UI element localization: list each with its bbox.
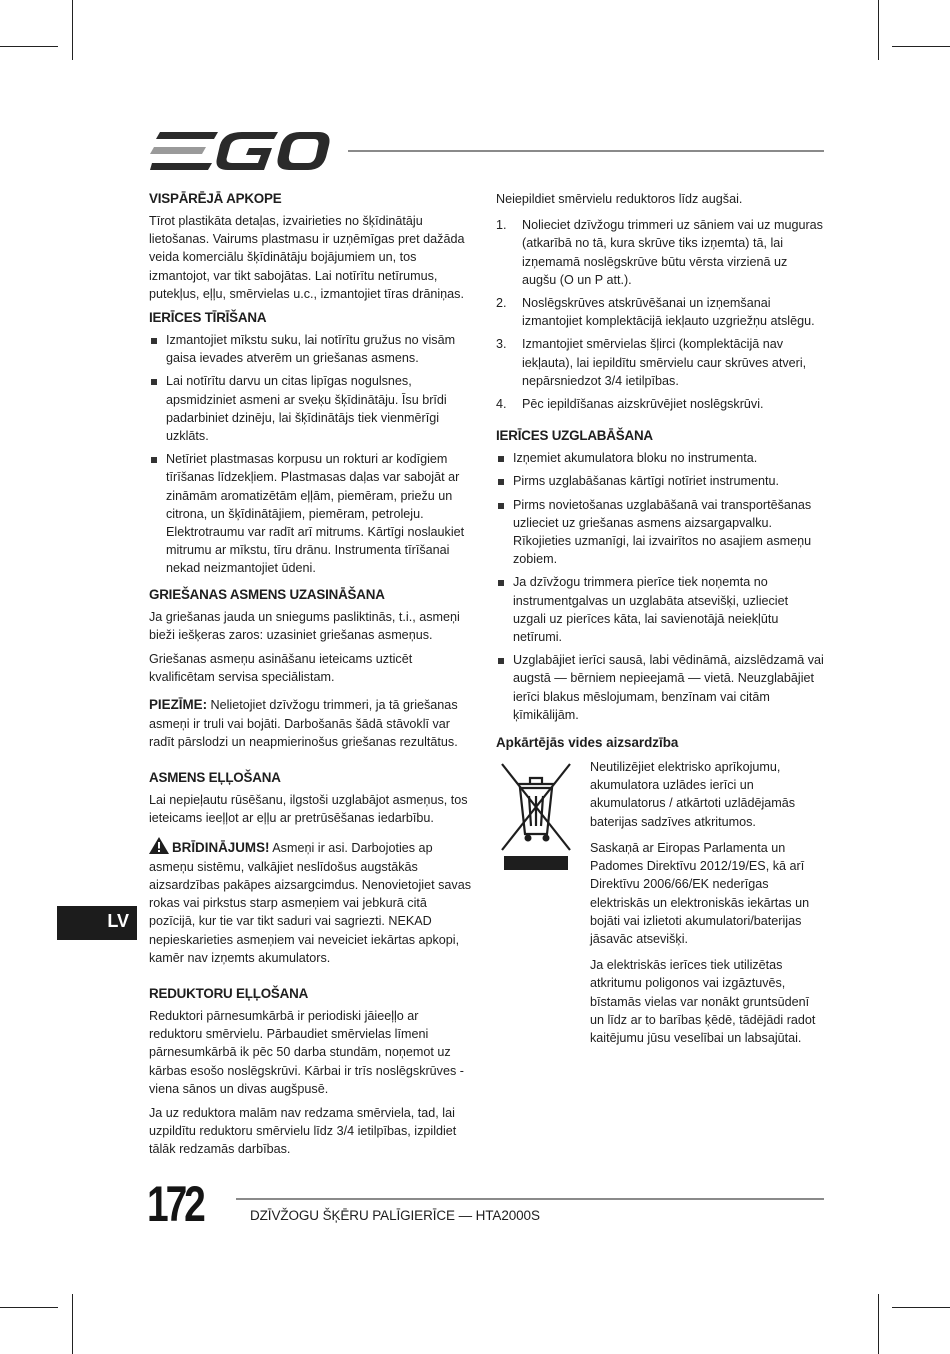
crop-mark <box>72 1294 73 1354</box>
warning-paragraph <box>149 837 475 966</box>
crossed-bin-icon <box>498 758 574 870</box>
environment-text-1: Neutilizējiet elektrisko aprīkojumu, akumulatora uzlādes ierīci un akumulatorus / atkārtoti uzlādējamās baterijas sadzīves atkritumos. <box>590 760 796 829</box>
step-text: Pēc iepildīšanas aizskrūvējiet noslēgskrūvi. <box>522 397 764 412</box>
footer-rule <box>236 1198 824 1200</box>
step-text: Nolieciet dzīvžogu trimmeri uz sāniem vai uz muguras (atkarībā no tā, kura skrūve tiks izņemta) tā, lai izņemamā noslēgskrūve būtu vērsta virzienā uz augšu (O un P att.). <box>522 218 823 287</box>
environment-block <box>496 758 824 1055</box>
crop-mark <box>72 0 73 60</box>
list-item: Lai notīrītu darvu un citas lipīgas nogulsnes, apsmidziniet asmeni ar sveķu šķīdinātāju. Īsu brīdi padarbiniet dzinēju, lai šķīdinātājs tiek vienmērīgi uzklāts. <box>149 372 475 445</box>
language-tab-label: LV <box>107 911 129 931</box>
header-rule <box>348 150 824 152</box>
lubrication-intro: Neiepildiet smērvielu reduktoros līdz augšai. <box>496 192 743 206</box>
section-heading-device-cleaning: IERĪCES TĪRĪŠANA <box>149 310 267 326</box>
crop-mark <box>0 1307 58 1308</box>
gear-lubrication-text-2: Ja uz reduktora malām nav redzama smērviela, tad, lai uzpildītu reduktoru smērvielu līdz 3/4 ietilpības, izpildiet tālāk redzamās darbības. <box>149 1105 457 1157</box>
step-item <box>496 395 824 413</box>
warning-label: BRĪDINĀJUMS! <box>172 840 270 856</box>
section-heading-blade-sharpening: GRIEŠANAS ASMENS UZASINĀŠANA <box>149 586 385 602</box>
blade-oiling-text: Lai nepieļautu rūsēšanu, ilgstoši uzglabājot asmeņus, tos ieteicams ieeļļot ar eļļu ar pretrūsēšanas iedarbību. <box>149 793 468 826</box>
list-item: Pirms uzglabāšanas kārtīgi notīriet instrumentu. <box>496 472 824 490</box>
language-tab <box>57 906 137 940</box>
step-number: 3. <box>496 337 507 352</box>
list-item: Uzglabājiet ierīci sausā, labi vēdināmā, aizslēdzamā vai augstā — bērniem nepieejamā — vietā. Neuzglabājiet ierīci blakus mēslojumam, benzīnam vai citām ķīmikālijām. <box>496 651 824 724</box>
step-text: Izmantojiet smērvielas šļirci (komplektācijā nav iekļauta), lai iepildītu smērvielu caur skrūves atveri, nepārsniedzot 3/4 ietilpības. <box>522 337 807 388</box>
section-heading-gear-lubrication: REDUKTORU EĻĻOŠANA <box>149 985 309 1001</box>
page-number: 172 <box>147 1176 203 1232</box>
right-column <box>496 190 824 1055</box>
step-item <box>496 216 824 289</box>
crop-mark <box>878 1294 879 1354</box>
list-item: Izmantojiet mīkstu suku, lai notīrītu gružus no visām gaisa ievades atverēm un griešanas asmens. <box>149 331 475 367</box>
crop-mark <box>892 1307 950 1308</box>
list-item: Pirms novietošanas uzglabāšanā vai transportēšanas uzlieciet uz griešanas asmens aizsargapvalku. Rīkojieties uzmanīgi, lai izvairītos no asajiem asmeņu zobiem. <box>496 496 824 569</box>
ego-logo <box>150 130 330 172</box>
step-number: 4. <box>496 397 507 412</box>
list-item: Netīriet plastmasas korpusu un rokturi ar kodīgiem tīrīšanas līdzekļiem. Plastmasas daļas var sabojāt ar zināmām aromatizētām eļļām, piemēram, priežu un citrona, un šķīdinātājiem, piemēram, petroleju. Elektrotraumu var radīt arī mitrums. Kārtīgi noslaukiet mitrumu ar mīkstu, tīru drānu. Instrumenta tīrīšanai nekad neizmantojiet ūdeni. <box>149 450 475 577</box>
section-heading-storage: IERĪCES UZGLABĀŠANA <box>496 428 653 444</box>
step-number: 2. <box>496 296 507 311</box>
warning-text: Asmeņi ir asi. Darbojoties ap asmeņu sistēmu, valkājiet neslīdošus augstākās aizsardzības pakāpes aizsargcimdus. Nenovietojiet savas rokas vai pirkstus starp asmeņiem vai jebkurā citā pozīcijā, kur tie var tikt saduri vai sagriezti. NEKAD nepieskarieties asmeņiem vai neveiciet iekārtas apkopi, kamēr nav izņemts akumulators. <box>149 841 472 965</box>
environment-text <box>590 758 824 1055</box>
section-heading-general-maintenance: VISPĀRĒJĀ APKOPE <box>149 191 282 206</box>
section-heading-environment: Apkārtējās vides aizsardzība <box>496 735 679 751</box>
cleaning-list <box>149 331 475 578</box>
step-number: 1. <box>496 218 507 233</box>
crop-mark <box>892 46 950 47</box>
lubrication-steps <box>496 216 824 413</box>
sharpening-text-2: Griešanas asmeņu asināšanu ieteicams uzticēt kvalificētam servisa speciālistam. <box>149 652 413 685</box>
note-paragraph <box>149 696 475 751</box>
step-item <box>496 335 824 390</box>
weee-symbol <box>498 758 582 875</box>
general-maintenance-text: Tīrot plastikāta detaļas, izvairieties no šķīdinātāju lietošanas. Vairums plastmasu ir uzņēmīgas pret dažāda veida komerciālu šķīdinātāju bojājumiem un, tos izmantojot, var tikt sabojātas. Lai notīrītu netīrumus, putekļus, eļļu, smērvielas u.c., izmantojiet tīras drāniņas. <box>149 214 465 301</box>
list-item: Ja dzīvžogu trimmera pierīce tiek noņemta no instrumentgalvas un uzglabāta atsevišķi, uzlieciet uzgali uz pierīces kāta, lai savienotājā neiekļūtu netīrumi. <box>496 573 824 646</box>
storage-list <box>496 449 824 724</box>
environment-text-3: Ja elektriskās ierīces tiek utilizētas atkritumu poligonos vai izgāztuvēs, bīstamās vielas var nonākt gruntsūdenī un līdz ar to barības ķēdē, tādējādi radot kaitējumu jūsu veselībai un labsajūtai. <box>590 958 816 1045</box>
step-item <box>496 294 824 330</box>
crop-mark <box>0 46 58 47</box>
footer-title: DZĪVŽOGU ŠĶĒRU PALĪGIERĪCE — HTA2000S <box>250 1208 540 1223</box>
sharpening-text-1: Ja griešanas jauda un sniegums pasliktinās, t.i., asmeņi bieži iešķeras zaros: uzasiniet griešanas asmeņus. <box>149 609 460 642</box>
crop-mark <box>878 0 879 60</box>
list-item: Izņemiet akumulatora bloku no instrumenta. <box>496 449 824 467</box>
section-heading-blade-oiling: ASMENS EĻĻOŠANA <box>149 770 281 786</box>
warning-icon <box>149 837 169 854</box>
note-label: PIEZĪME: <box>149 697 208 713</box>
left-column <box>149 190 475 1165</box>
step-text: Noslēgskrūves atskrūvēšanai un izņemšanai izmantojiet komplektācijā iekļauto uzgriežņu atslēgu. <box>522 296 815 329</box>
note-text: Nelietojiet dzīvžogu trimmeri, ja tā griešanas asmeņi ir truli vai bojāti. Darbošanās šādā stāvoklī var radīt pārslodzi un neapmierinošus griešanas rezultātus. <box>149 698 458 749</box>
environment-text-2: Saskaņā ar Eiropas Parlamenta un Padomes Direktīvu 2012/19/ES, kā arī Direktīvu 2006/66/EK nederīgas elektriskās un elektroniskās iekārtas un bojāti vai izlietoti akumulatori/baterijas jāsavāc atsevišķi. <box>590 840 810 946</box>
gear-lubrication-text-1: Reduktori pārnesumkārbā ir periodiski jāieeļļo ar reduktoru smērvielu. Pārbaudiet smērvielas līmeni pārnesumkārbā ik pēc 50 darba stundām, noņemot uz kārbas esošo noslēgskrūvi. Kārbai ir trīs noslēgskrūves - viena sānos un divas augšpusē. <box>149 1008 464 1096</box>
